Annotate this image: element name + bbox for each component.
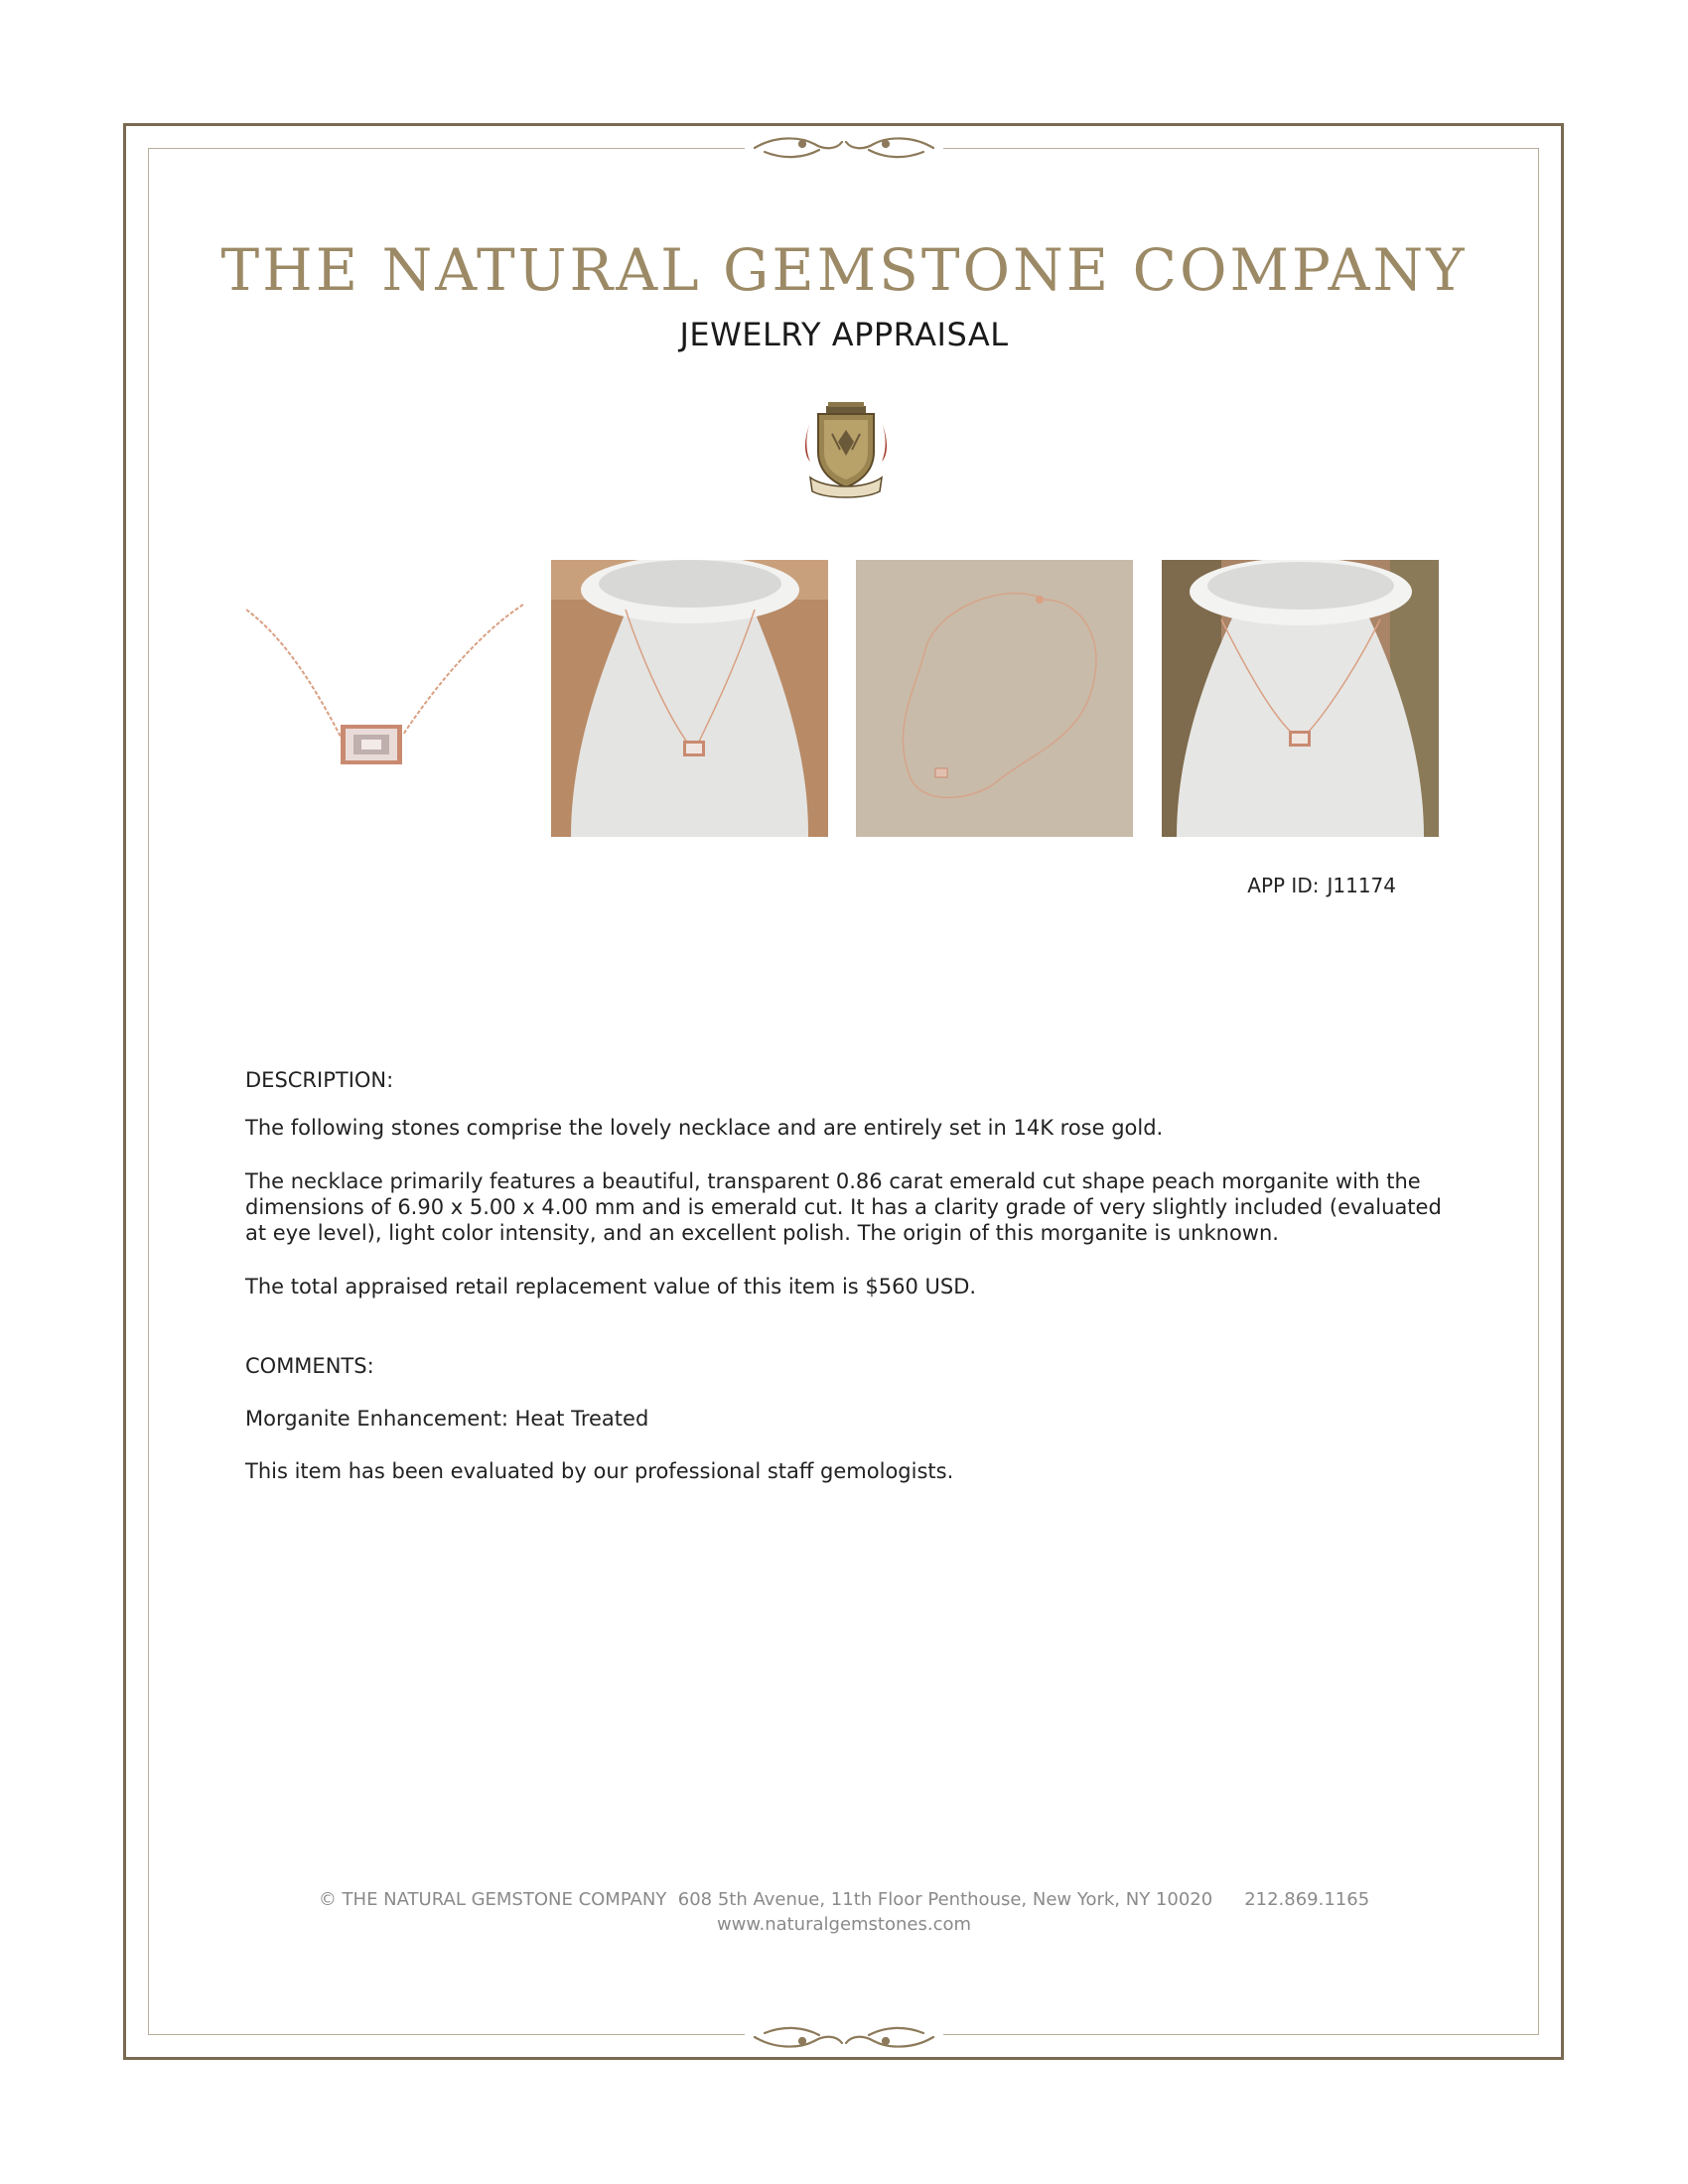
footer-website-link[interactable]: www.naturalgemstones.com: [716, 1914, 972, 1935]
footer-address: 608 5th Avenue, 11th Floor Penthouse, New York, NY 10020: [677, 1889, 1213, 1910]
necklace-on-bust-photo-2: [1162, 560, 1439, 837]
top-flourish-ornament: [745, 130, 943, 166]
necklace-flat-lay-photo: [856, 560, 1133, 837]
necklace-on-bust-photo: [551, 560, 828, 837]
footer-copyright: © THE NATURAL GEMSTONE COMPANY: [318, 1889, 667, 1910]
app-id-value: J11174: [1327, 874, 1396, 897]
comment-evaluation: This item has been evaluated by our professional staff gemologists.: [245, 1459, 954, 1483]
description-paragraph-1: The following stones comprise the lovely necklace and are entirely set in 14K rose gold.: [245, 1116, 1164, 1140]
footer-phone: 212.869.1165: [1244, 1889, 1370, 1910]
description-paragraph-3: The total appraised retail replacement value of this item is $560 USD.: [245, 1275, 977, 1298]
document-title: JEWELRY APPRAISAL: [679, 316, 1009, 353]
necklace-closeup-photo: [246, 560, 523, 837]
description-paragraph-2: The necklace primarily features a beautiful, transparent 0.86 carat emerald cut shape peach morganite with the dimensions of 6.90 x 5.00 x 4.00 mm and is emerald cut. It has a clarity grade of very slightly included (evaluated at eye level), light color intensity, and an excellent polish. The origin of this morganite is unknown.: [245, 1169, 1442, 1245]
company-crest-logo: [802, 400, 890, 499]
comment-enhancement: Morganite Enhancement: Heat Treated: [245, 1407, 649, 1431]
app-id: [1172, 874, 1396, 897]
footer-contact-line: [149, 1889, 1539, 1910]
app-id-label: APP ID:: [1247, 874, 1320, 897]
description-heading: DESCRIPTION:: [245, 1068, 394, 1092]
company-name: THE NATURAL GEMSTONE COMPANY: [220, 236, 1468, 304]
comments-heading: COMMENTS:: [245, 1354, 374, 1378]
bottom-flourish-ornament: [745, 2019, 943, 2055]
